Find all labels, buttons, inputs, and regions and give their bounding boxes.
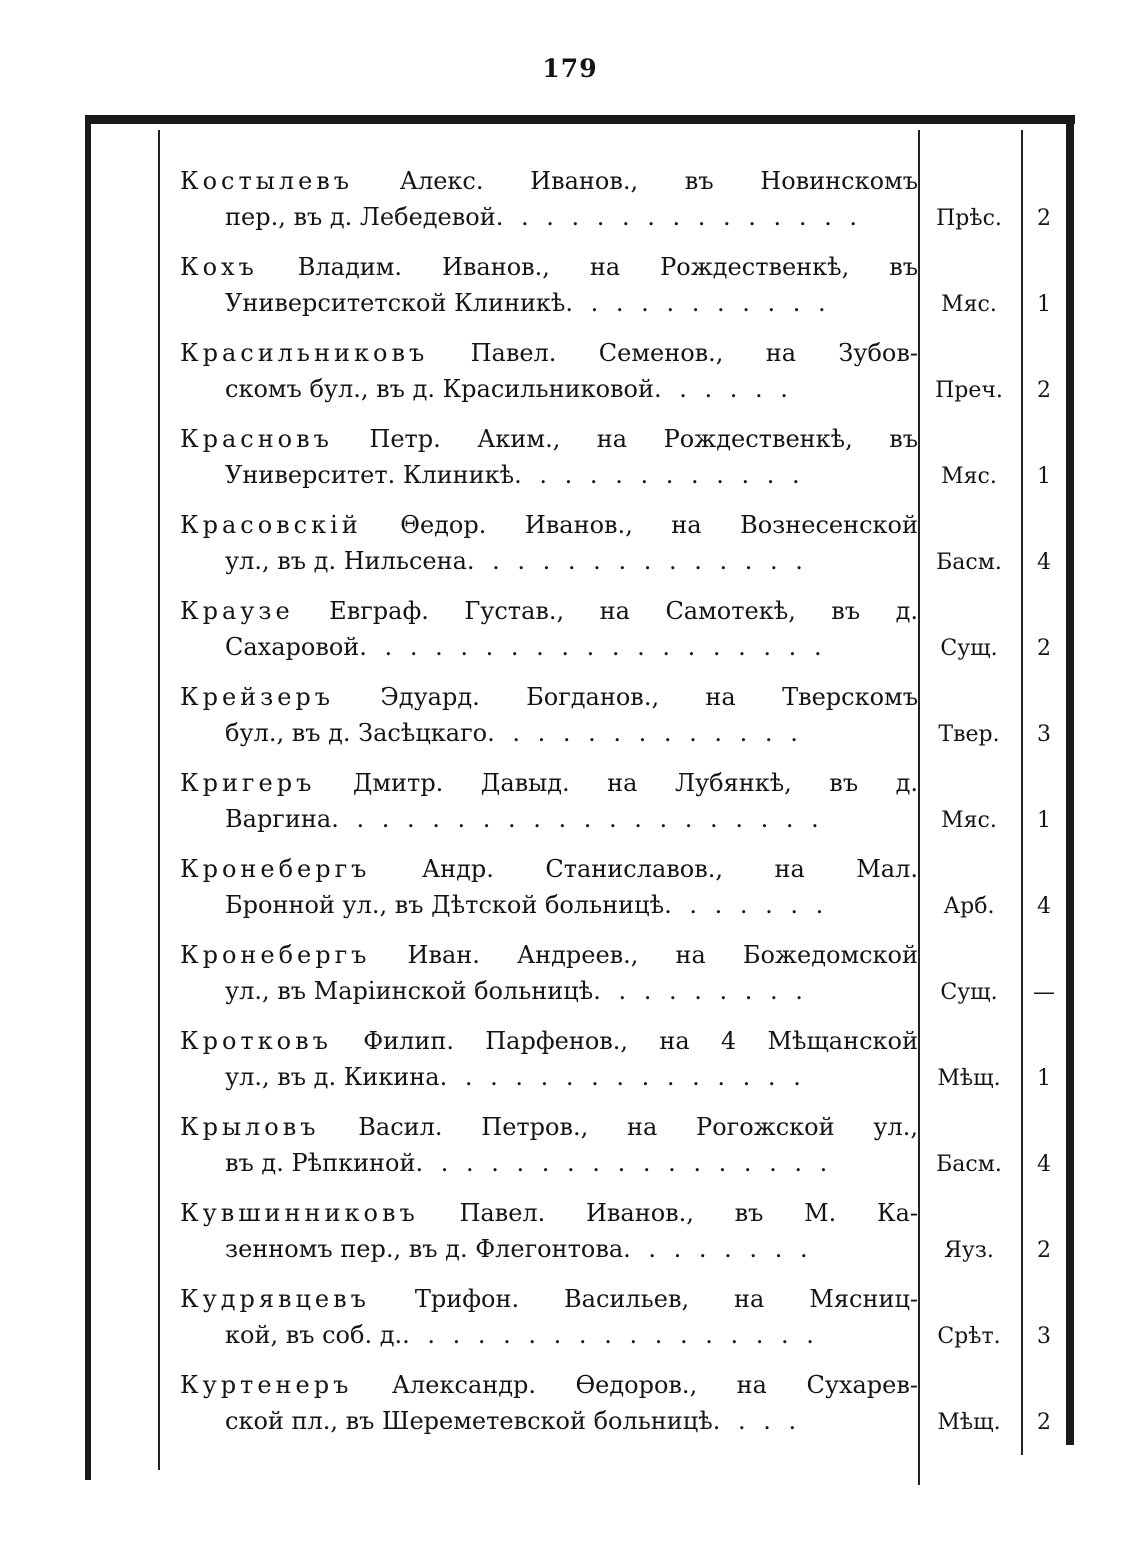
entry-name-address: Θедор. Иванов., на Вознесенской	[400, 511, 918, 539]
entry-first-line	[180, 422, 918, 456]
entry-second-line	[225, 1060, 915, 1094]
directory-entry	[160, 762, 1070, 848]
entry-address-cont: Сахаровой	[225, 633, 360, 661]
entry-second-line	[225, 888, 915, 922]
entry-surname: Крыловъ	[180, 1113, 320, 1141]
leader-dots: . . . . . . . . . . . .	[514, 461, 805, 489]
entry-address-cont: скомъ бул., въ д. Красильниковой	[225, 375, 654, 403]
entry-number: 1	[1037, 464, 1051, 489]
leader-dots: . . . . . . . . . . . . . .	[466, 547, 808, 575]
leader-dots: . . . . . . . . . . .	[565, 289, 831, 317]
entry-district: Мѣщ.	[937, 1410, 1001, 1435]
entry-district: Твер.	[938, 722, 1000, 747]
entry-second-line	[225, 802, 915, 836]
entry-number: 1	[1037, 1066, 1051, 1091]
entry-name-address: Дмитр. Давыд. на Лубянкѣ, въ д.	[352, 769, 918, 797]
entry-name-address: Алекс. Иванов., въ Новинскомъ	[399, 167, 918, 195]
entry-first-line	[180, 680, 918, 714]
entry-number: 2	[1037, 1410, 1051, 1435]
page-number: 179	[542, 54, 598, 83]
entry-address-cont: ской пл., въ Шереметевской больницѣ	[225, 1407, 713, 1435]
directory-entry	[160, 934, 1070, 1020]
entry-number: 4	[1037, 894, 1051, 919]
entry-second-line	[225, 1404, 915, 1438]
entry-district: Арб.	[943, 894, 995, 919]
entry-name-address: Владим. Иванов., на Рождественкѣ, въ	[297, 253, 918, 281]
entry-name-address: Трифон. Васильев, на Мясниц-	[414, 1285, 918, 1313]
entry-district: Сущ.	[940, 980, 998, 1005]
entry-district: Мѣщ.	[937, 1066, 1001, 1091]
entry-first-line	[180, 1368, 918, 1402]
leader-dots: . . . . . . . . . . . . .	[487, 719, 803, 747]
entry-first-line	[180, 1110, 918, 1144]
entry-second-line	[225, 716, 915, 750]
entry-number: 2	[1037, 1238, 1051, 1263]
leader-dots: . . . . . . . . .	[593, 977, 808, 1005]
entry-name-address: Андр. Станиславов., на Мал.	[421, 855, 918, 883]
entry-surname: Кронебергъ	[180, 941, 371, 969]
directory-entry	[160, 676, 1070, 762]
directory-entry	[160, 1278, 1070, 1364]
directory-entry	[160, 848, 1070, 934]
entry-surname: Крейзеръ	[180, 683, 335, 711]
entry-first-line	[180, 766, 918, 800]
entry-number: 1	[1037, 808, 1051, 833]
entry-second-line	[225, 372, 915, 406]
leader-dots: . . . . . .	[654, 375, 793, 403]
entry-address-cont: ул., въ д. Кикина	[225, 1063, 440, 1091]
leader-dots: . . . . . . . .	[623, 1235, 813, 1263]
entry-first-line	[180, 1282, 918, 1316]
leader-dots: . . . . . . . . . . . . . . . . .	[415, 1149, 833, 1177]
entry-district: Мяс.	[941, 808, 997, 833]
entry-first-line	[180, 250, 918, 284]
entry-district: Мяс.	[941, 464, 997, 489]
entry-surname: Краузе	[180, 597, 294, 625]
entry-name-address: Эдуард. Богданов., на Тверскомъ	[380, 683, 918, 711]
entry-second-line	[225, 200, 915, 234]
leader-dots: . . . . . . . . . . . . . . . . . . . .	[331, 805, 824, 833]
entry-address-cont: ул., въ Маріинской больницѣ	[225, 977, 594, 1005]
entry-first-line	[180, 336, 918, 370]
entry-district: Басм.	[936, 550, 1002, 575]
directory-entry	[160, 332, 1070, 418]
directory-entry	[160, 246, 1070, 332]
entry-name-address: Александр. Өедоров., на Сухарев-	[391, 1371, 918, 1399]
directory-entry	[160, 1106, 1070, 1192]
entry-name-address: Павел. Иванов., въ М. Ка-	[459, 1199, 918, 1227]
entry-first-line	[180, 938, 918, 972]
entry-address-cont: зенномъ пер., въ д. Флегонтова	[225, 1235, 624, 1263]
entry-name-address: Иван. Андреев., на Божедомской	[407, 941, 918, 969]
entry-second-line	[225, 1318, 915, 1352]
directory-entry	[160, 504, 1070, 590]
entry-surname: Кронебергъ	[180, 855, 371, 883]
entry-number: 3	[1037, 722, 1051, 747]
entry-first-line	[180, 1196, 918, 1230]
leader-dots: . . . . . . . . . . . . . . .	[439, 1063, 806, 1091]
directory-entry	[160, 418, 1070, 504]
directory-entries	[160, 160, 1070, 1450]
leader-dots: . . . .	[712, 1407, 802, 1435]
entry-district: Мяс.	[941, 292, 997, 317]
directory-entry	[160, 1364, 1070, 1450]
entry-second-line	[225, 544, 915, 578]
entry-surname: Кудрявцевъ	[180, 1285, 370, 1313]
directory-entry	[160, 1192, 1070, 1278]
entry-address-cont: ул., въ д. Нильсена	[225, 547, 467, 575]
leader-dots: . . . . . . . . . . . . . . . . .	[402, 1321, 819, 1349]
leader-dots: . . . . . . . . . . . . . . .	[495, 203, 862, 231]
entry-second-line	[225, 1232, 915, 1266]
entry-second-line	[225, 286, 915, 320]
entry-number: 2	[1037, 378, 1051, 403]
entry-surname: Кротковъ	[180, 1027, 332, 1055]
entry-address-cont: Бронной ул., въ Дѣтской больницѣ	[225, 891, 665, 919]
entry-number: 1	[1037, 292, 1051, 317]
directory-entry	[160, 1020, 1070, 1106]
entry-address-cont: Варгина	[225, 805, 332, 833]
entry-surname: Кригеръ	[180, 769, 316, 797]
entry-number: 2	[1037, 636, 1051, 661]
entry-district: Прѣс.	[936, 206, 1002, 231]
entry-number: 3	[1037, 1324, 1051, 1349]
entry-number: 4	[1037, 550, 1051, 575]
entry-address-cont: бул., въ д. Засѣцкаго	[225, 719, 488, 747]
entry-address-cont: кой, въ соб. д.	[225, 1321, 403, 1349]
entry-address-cont: Университетской Клиникѣ	[225, 289, 566, 317]
entry-address-cont: пер., въ д. Лебедевой	[225, 203, 496, 231]
entry-name-address: Павел. Семенов., на Зубов-	[470, 339, 918, 367]
entry-surname: Кохъ	[180, 253, 258, 281]
entry-address-cont: въ д. Рѣпкиной	[225, 1149, 416, 1177]
entry-first-line	[180, 1024, 918, 1058]
entry-surname: Куртенеръ	[180, 1371, 353, 1399]
entry-first-line	[180, 852, 918, 886]
entry-district: Сущ.	[940, 636, 998, 661]
entry-surname: Костылевъ	[180, 167, 354, 195]
entry-first-line	[180, 594, 918, 628]
entry-first-line	[180, 164, 918, 198]
entry-name-address: Евграф. Густав., на Самотекѣ, въ д.	[329, 597, 918, 625]
entry-number: 2	[1037, 206, 1051, 231]
entry-district: Преч.	[935, 378, 1003, 403]
entry-surname: Красновъ	[180, 425, 333, 453]
entry-second-line	[225, 1146, 915, 1180]
entry-name-address: Петр. Аким., на Рождественкѣ, въ	[369, 425, 918, 453]
directory-entry	[160, 160, 1070, 246]
entry-name-address: Филип. Парфенов., на 4 Мѣщанской	[363, 1027, 918, 1055]
entry-district: Яуз.	[944, 1238, 994, 1263]
entry-number: —	[1033, 980, 1055, 1005]
entry-surname: Красовскій	[180, 511, 362, 539]
directory-entry	[160, 590, 1070, 676]
entry-second-line	[225, 458, 915, 492]
entry-name-address: Васил. Петров., на Рогожской ул.,	[358, 1113, 918, 1141]
leader-dots: . . . . . . . . . . . . . . . . . . .	[359, 633, 827, 661]
entry-second-line	[225, 630, 915, 664]
entry-surname: Кувшинниковъ	[180, 1199, 419, 1227]
left-border	[85, 115, 91, 1480]
entry-second-line	[225, 974, 915, 1008]
entry-first-line	[180, 508, 918, 542]
entry-number: 4	[1037, 1152, 1051, 1177]
entry-district: Срѣт.	[937, 1324, 1001, 1349]
entry-address-cont: Университет. Клиникѣ	[225, 461, 515, 489]
entry-district: Басм.	[936, 1152, 1002, 1177]
entry-surname: Красильниковъ	[180, 339, 429, 367]
top-rule	[85, 115, 1075, 124]
leader-dots: . . . . . . .	[664, 891, 829, 919]
